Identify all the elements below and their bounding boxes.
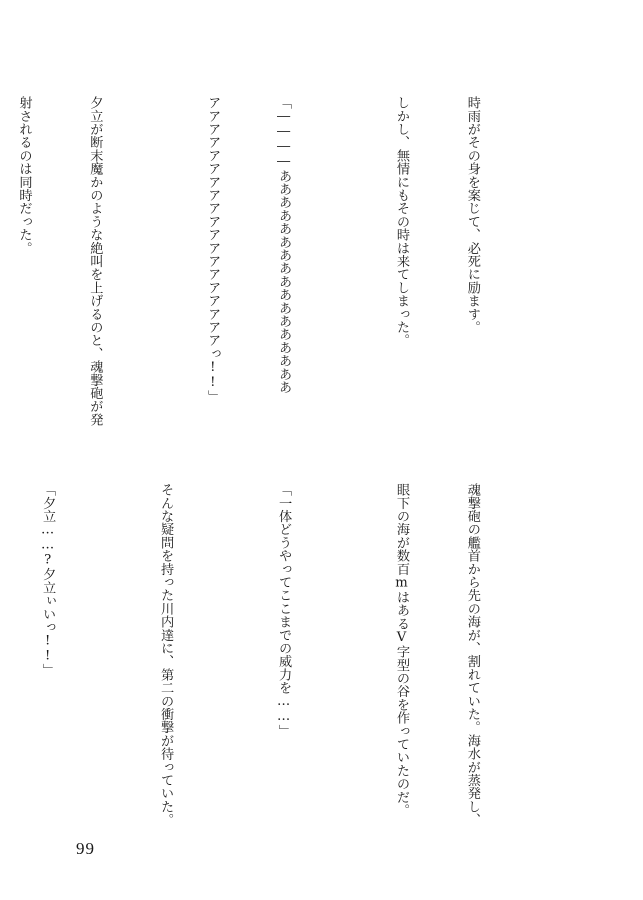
text-line: 眼下の海が数百mはあるV字型の谷を作っていたのだ。: [394, 483, 410, 817]
text-line: そんな疑問を持った川内達に、第二の衝撃が待っていた。: [158, 483, 174, 827]
text-line: 時雨がその身を案じて、必死に励ます。: [464, 96, 480, 334]
text-line: 夕立が断末魔かのような絶叫を上げるのと、魂撃砲が発: [87, 96, 103, 426]
text-line: 「――――あああああああああああああああああ: [276, 96, 292, 394]
text-line: 「一体どうやってここまでの威力を……」: [276, 483, 292, 738]
text-line: 射されるのは同時だった。: [16, 96, 32, 255]
page-number: 99: [76, 839, 95, 858]
text-line: アアアアアアアアアアアアアアアアアアアっ!!」: [205, 96, 221, 404]
text-line: 「夕立……?夕立ぃいっ!!」: [40, 483, 56, 677]
text-line: 魂撃砲の艦首から先の海が、割れていた。海水が蒸発し、: [464, 483, 480, 827]
text-block-lower: [0, 483, 531, 827]
text-line: しかし、無情にもその時は来てしまった。: [394, 96, 410, 347]
text-block-upper: [0, 96, 531, 426]
